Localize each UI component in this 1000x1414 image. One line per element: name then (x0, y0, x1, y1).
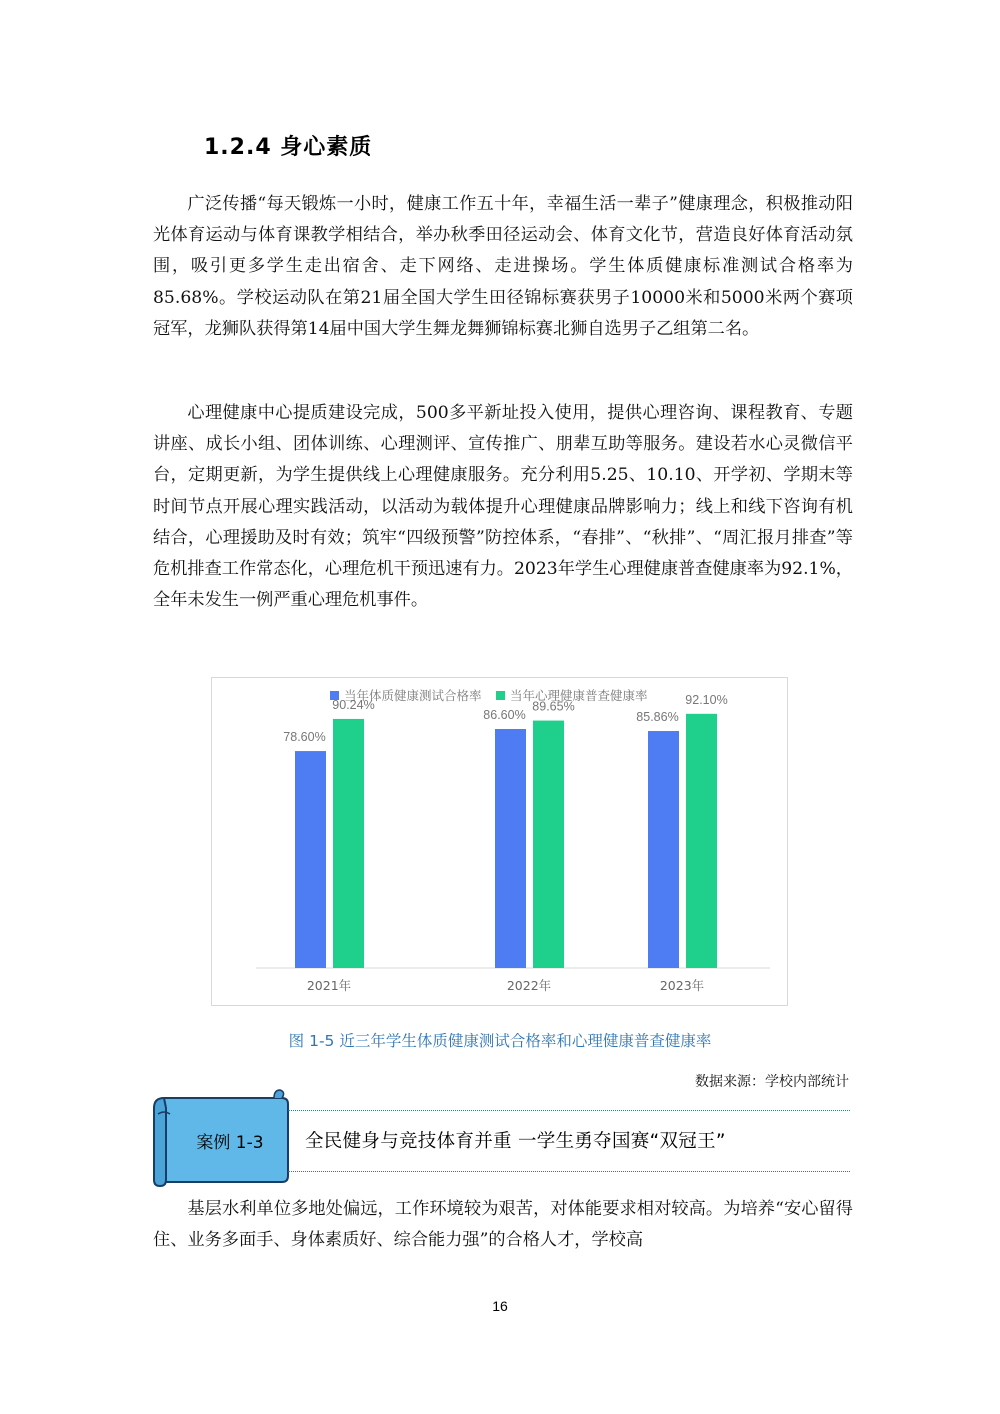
bar-chart-canvas (212, 678, 787, 1005)
data-label: 90.24% (332, 697, 375, 712)
body-paragraph-2: 心理健康中心提质建设完成，500多平新址投入使用，提供心理咨询、课程教育、专题讲座、成长小组、团体训练、心理测评、宣传推广、朋辈互助等服务。建设若水心灵微信平台，定期更新，为学生提供线上心理健康服务。充分利用5.25、10.10、开学初、学期末等时间节点开展心理实践活动，以活动为载体提升心理健康品牌影响力；线上和线下咨询有机结合，心理援助及时有效；筑牢“四级预警”防控体系，“春排”、“秋排”、“周汇报月排查”等危机排查工作常态化，心理危机干预迅速有力。2023年学生心理健康普查健康率为92.1%，全年未发生一例严重心理危机事件。 (153, 403, 853, 611)
data-label: 86.60% (483, 707, 526, 722)
case-divider-top (288, 1110, 850, 1111)
bar (495, 729, 526, 968)
bar (295, 751, 326, 968)
page-number: 16 (492, 1298, 508, 1314)
body-paragraph-3: 基层水利单位多地处偏远，工作环境较为艰苦，对体能要求相对较高。为培养“安心留得住、业务多面手、身体素质好、综合能力强”的合格人才，学校高 (153, 1199, 853, 1251)
bar (648, 731, 679, 968)
body-paragraph-1: 广泛传播“每天锻炼一小时，健康工作五十年，幸福生活一辈子”健康理念，积极推动阳光体育运动与体育课教学相结合，举办秋季田径运动会、体育文化节，营造良好体育活动氛围，吸引更多学生走出宿舍、走下网络、走进操场。学生体质健康标准测试合格率为85.68%。学校运动队在第21届全国大学生田径锦标赛获男子10000米和5000米两个赛项冠军，龙狮队获得第14届中国大学生舞龙舞狮锦标赛北狮自选男子乙组第二名。 (153, 194, 853, 339)
section-heading: 1.2.4 身心素质 (204, 135, 373, 160)
data-source-note: 数据来源：学校内部统计 (695, 1074, 849, 1090)
data-label: 92.10% (685, 692, 728, 707)
legend-label: 当年心理健康普查健康率 (510, 688, 648, 703)
x-tick-label: 2022年 (506, 978, 552, 993)
bar (686, 714, 717, 968)
legend-swatch (496, 691, 505, 700)
bar-chart (211, 677, 788, 1006)
bar (533, 721, 564, 968)
case-label: 案例 1-3 (196, 1133, 264, 1153)
legend-label: 当年体质健康测试合格率 (344, 688, 482, 703)
figure-caption: 图 1-5 近三年学生体质健康测试合格率和心理健康普查健康率 (288, 1032, 712, 1050)
case-title: 全民健身与竞技体育并重 一学生勇夺国赛“双冠王” (305, 1131, 726, 1152)
x-tick-label: 2021年 (306, 978, 352, 993)
data-label: 89.65% (532, 699, 575, 714)
data-label: 85.86% (636, 710, 679, 725)
x-tick-label: 2023年 (659, 978, 705, 993)
case-divider-bottom (288, 1171, 850, 1172)
data-label: 78.60% (283, 730, 326, 745)
bar (333, 719, 364, 968)
